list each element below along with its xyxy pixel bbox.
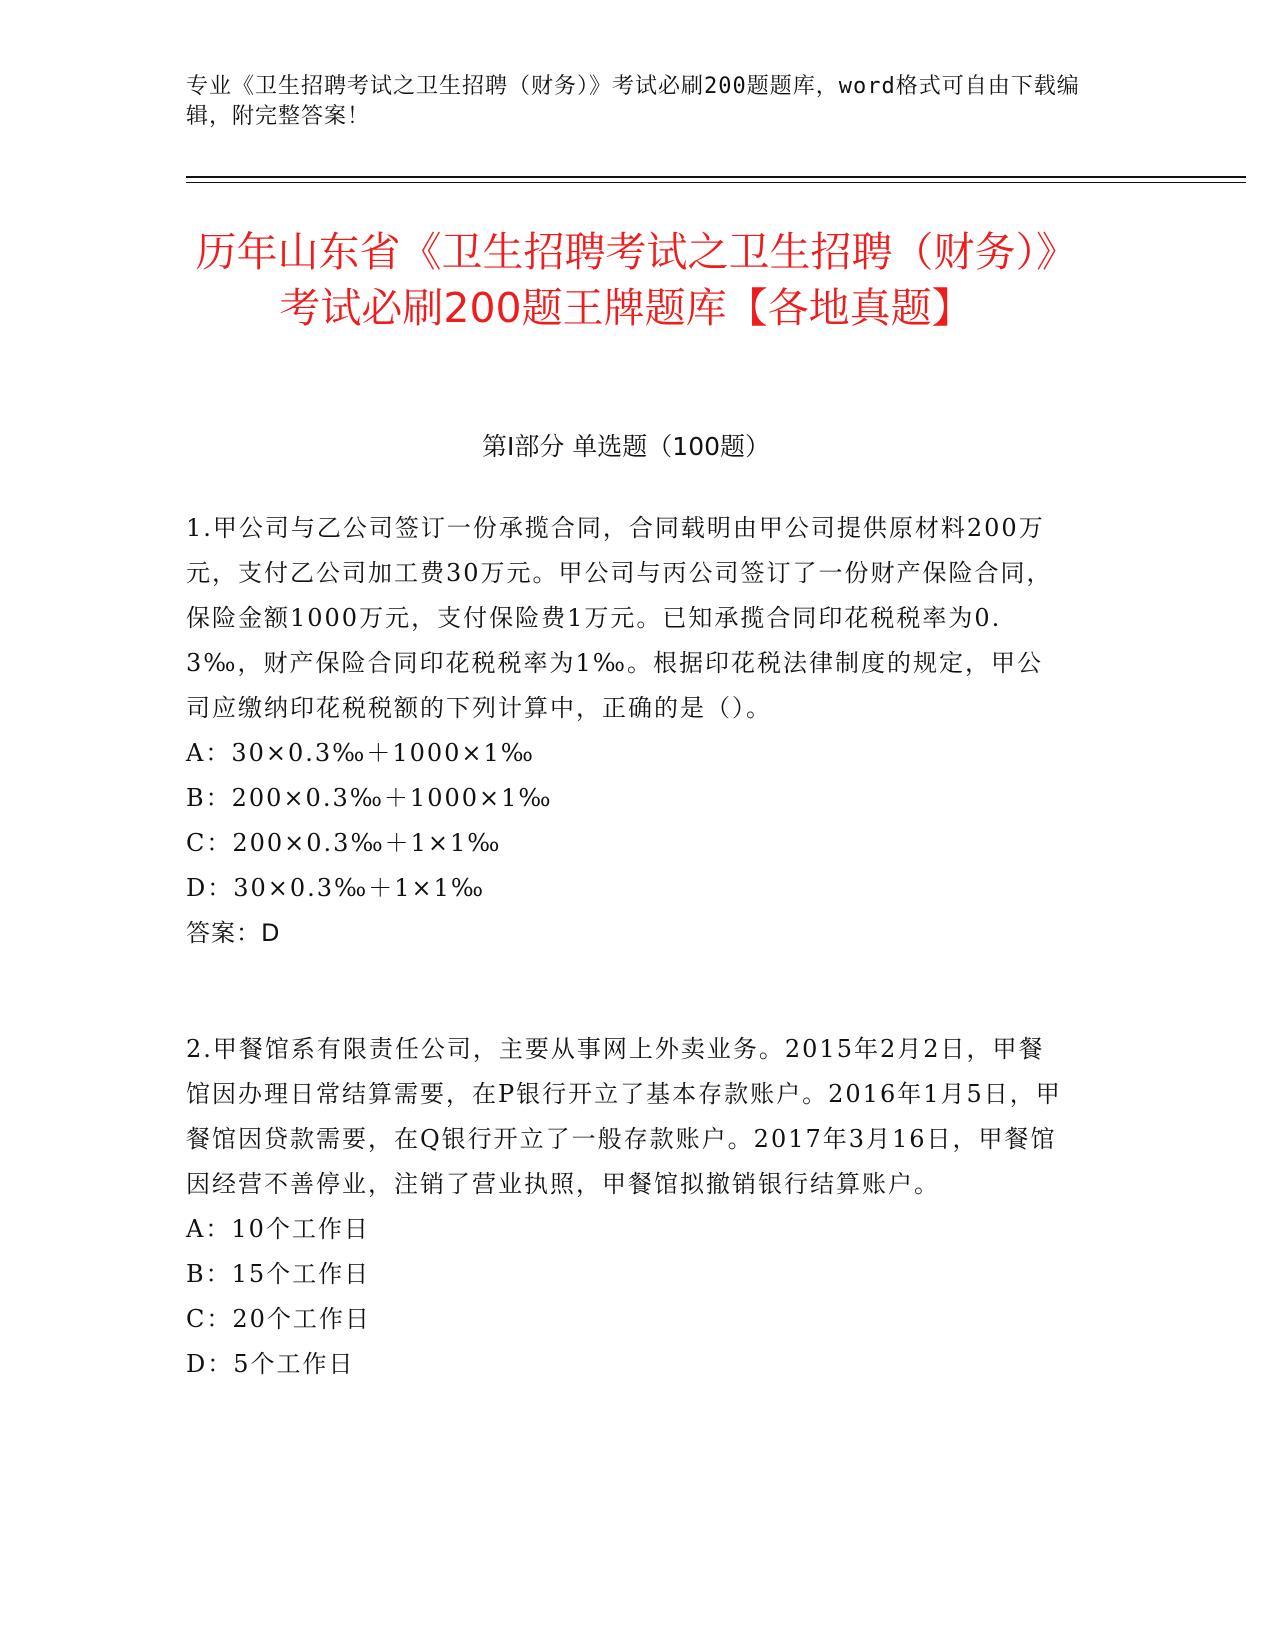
question-1	[186, 506, 1066, 956]
option-d: D：5个工作日	[186, 1350, 355, 1378]
section-title: 第I部分 单选题（100题）	[481, 432, 771, 461]
question-2	[186, 1027, 1066, 1387]
header-rule-thin	[186, 182, 1246, 183]
option-b: B：15个工作日	[186, 1260, 371, 1288]
question-stem: 2.甲餐馆系有限责任公司，主要从事网上外卖业务。2015年2月2日，甲餐馆因办理日常结算需要，在P银行开立了基本存款账户。2016年1月5日，甲餐馆因贷款需要，在Q银行开立了一般存款账户。2017年3月16日，甲餐馆因经营不善停业，注销了营业执照，甲餐馆拟撤销银行结算账户。	[186, 1035, 1062, 1198]
option-b: B：200×0.3‰＋1000×1‰	[186, 784, 553, 812]
header-rule-thick	[186, 176, 1246, 178]
answer-line: 答案：D	[186, 919, 281, 947]
document-title: 历年山东省《卫生招聘考试之卫生招聘（财务）》考试必刷200题王牌题库【各地真题】	[195, 228, 1057, 332]
option-c: C：20个工作日	[186, 1305, 371, 1333]
option-d: D：30×0.3‰＋1×1‰	[186, 874, 486, 902]
header-note: 专业《卫生招聘考试之卫生招聘（财务）》考试必刷200题题库，word格式可自由下载编辑，附完整答案！	[186, 74, 1080, 129]
option-c: C：200×0.3‰＋1×1‰	[186, 829, 502, 857]
option-a: A：30×0.3‰＋1000×1‰	[186, 739, 536, 767]
option-a: A：10个工作日	[186, 1215, 370, 1243]
question-stem: 1.甲公司与乙公司签订一份承揽合同，合同载明由甲公司提供原材料200万元，支付乙公司加工费30万元。甲公司与丙公司签订了一份财产保险合同，保险金额1000万元，支付保险费1万元。已知承揽合同印花税税率为0.3‰，财产保险合同印花税税率为1‰。根据印花税法律制度的规定，甲公司应缴纳印花税税额的下列计算中，正确的是（）。	[186, 514, 1053, 722]
